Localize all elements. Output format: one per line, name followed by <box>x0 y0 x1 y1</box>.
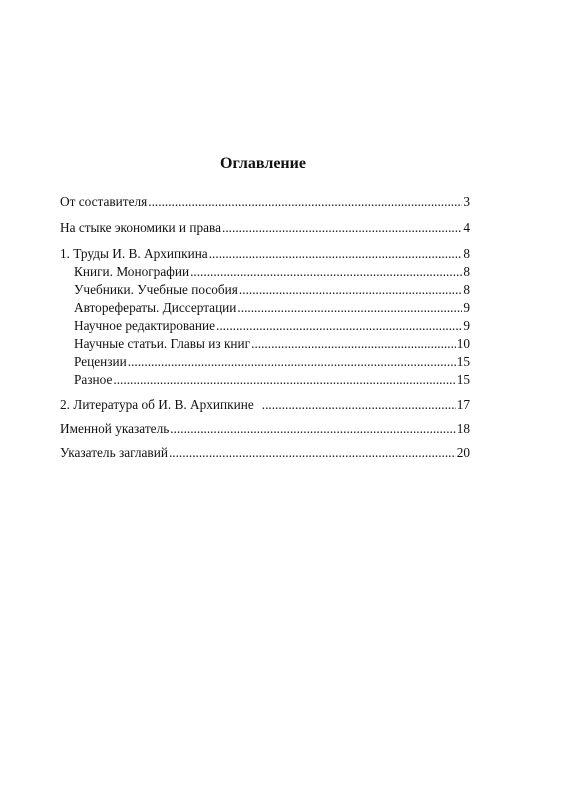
dot-leader <box>262 396 456 414</box>
page-title: Оглавление <box>220 155 306 172</box>
dot-leader <box>190 263 462 281</box>
toc-entry-label: Авторефераты. Диссертации <box>74 300 237 315</box>
toc-entry-page: 20 <box>456 445 470 460</box>
dot-leader <box>128 353 456 371</box>
toc-entry-page: 18 <box>456 421 470 436</box>
toc-entry-dissertations[interactable] <box>74 299 470 317</box>
toc-entry-label: Именной указатель <box>60 421 170 436</box>
toc-entry-page: 10 <box>456 336 470 351</box>
dot-leader <box>251 335 456 353</box>
toc-entry-miscellaneous[interactable] <box>74 371 470 389</box>
toc-entry-page: 9 <box>463 318 470 333</box>
toc-entry-page: 15 <box>456 372 470 387</box>
toc-entry-page: 15 <box>456 354 470 369</box>
toc-entry-name-index[interactable] <box>60 420 470 438</box>
toc-entry-page: 8 <box>463 264 470 279</box>
toc-entry-articles[interactable] <box>74 335 470 353</box>
toc-entry-page: 4 <box>463 220 470 235</box>
toc-entry-literature-about[interactable] <box>60 396 470 414</box>
dot-leader <box>222 219 462 237</box>
toc-entry-page: 17 <box>456 397 470 412</box>
dot-leader <box>113 371 455 389</box>
toc-entry-textbooks[interactable] <box>74 281 470 299</box>
toc-entry-label: Научное редактирование <box>74 318 216 333</box>
dot-leader <box>216 317 462 335</box>
toc-entry-label: Учебники. Учебные пособия <box>74 282 238 297</box>
toc-entry-page: 3 <box>463 194 470 209</box>
toc-entry-page: 8 <box>463 246 470 261</box>
dot-leader <box>170 420 455 438</box>
toc-entry-label: Научные статьи. Главы из книг <box>74 336 251 351</box>
toc-entry-label: Указатель заглавий <box>60 445 168 460</box>
toc-entry-page: 8 <box>463 282 470 297</box>
toc-entry-label: Рецензии <box>74 354 127 369</box>
toc-entry-label: 2. Литература об И. В. Архипкине <box>60 397 254 412</box>
toc-entry-label: На стыке экономики и права <box>60 220 222 235</box>
dot-leader <box>239 281 462 299</box>
dot-leader <box>169 444 456 462</box>
toc-entry-reviews[interactable] <box>74 353 470 371</box>
toc-entry-page: 9 <box>463 300 470 315</box>
toc-entry-books[interactable] <box>74 263 470 281</box>
toc-entry-works[interactable] <box>60 245 470 263</box>
dot-leader <box>237 299 462 317</box>
dot-leader <box>148 193 462 211</box>
toc-entry-from-compiler[interactable] <box>60 193 470 211</box>
toc-entry-economics-and-law[interactable] <box>60 219 470 237</box>
toc-entry-label: Разное <box>74 372 113 387</box>
toc-entry-label: Книги. Монографии <box>74 264 190 279</box>
toc-entry-title-index[interactable] <box>60 444 470 462</box>
dot-leader <box>209 245 463 263</box>
toc-entry-label: 1. Труды И. В. Архипкина <box>60 246 208 261</box>
toc-entry-label: От составителя <box>60 194 148 209</box>
toc-entry-editing[interactable] <box>74 317 470 335</box>
